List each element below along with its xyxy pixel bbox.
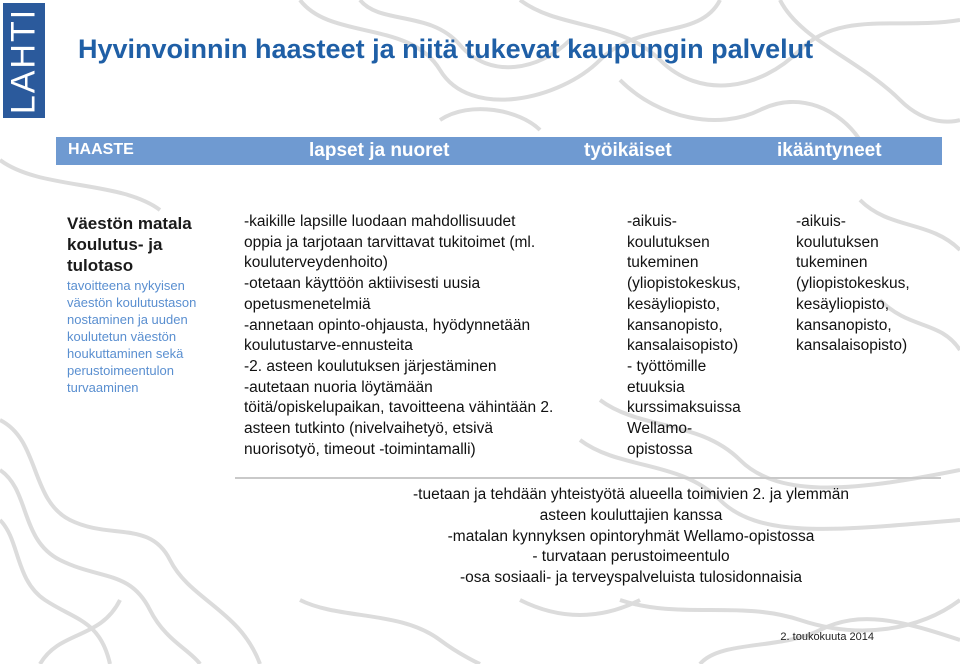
tyoikaiset-line: kurssimaksuissa xyxy=(627,399,741,417)
lapset-line: -annetaan opinto-ohjausta, hyödynnetään xyxy=(244,316,531,334)
challenge-title-line: Väestön matala xyxy=(67,214,192,233)
tyoikaiset-column xyxy=(627,212,741,460)
lapset-line: asteen tutkinto (nivelvaihetyö, etsivä xyxy=(244,420,493,438)
tyoikaiset-line: kesäyliopisto, xyxy=(627,295,721,313)
lapset-line: kouluterveydenhoito) xyxy=(244,254,388,272)
challenge-description xyxy=(67,277,227,396)
tyoikaiset-line: Wellamo- xyxy=(627,420,693,438)
challenge-desc-line: koulutetun väestön xyxy=(67,329,177,344)
lapset-line: töitä/opiskelupaikan, tavoitteena vähintään 2. xyxy=(244,399,554,417)
footer-date: 2. toukokuuta 2014 xyxy=(780,631,874,643)
ikaantyneet-line: kansalaisopisto) xyxy=(796,337,908,355)
ikaantyneet-column xyxy=(796,212,910,357)
tyoikaiset-line: -aikuis- xyxy=(627,213,677,230)
common-line: -matalan kynnyksen opintoryhmät Wellamo-opistossa xyxy=(447,527,815,545)
challenge-title-line: tulotaso xyxy=(67,256,134,275)
challenge-desc-line: turvaaminen xyxy=(67,380,139,395)
ikaantyneet-line: -aikuis- xyxy=(796,213,846,230)
lahti-logo xyxy=(3,3,45,118)
divider xyxy=(235,477,941,479)
header-haaste: HAASTE xyxy=(68,141,134,158)
challenge-title-line: koulutus- ja xyxy=(67,235,163,254)
ikaantyneet-line: tukeminen xyxy=(796,254,868,272)
tyoikaiset-line: tukeminen xyxy=(627,254,699,272)
header-lapset-ja-nuoret: lapset ja nuoret xyxy=(309,140,450,161)
ikaantyneet-line: koulutuksen xyxy=(796,233,879,251)
common-line: - turvataan perustoimeentulo xyxy=(532,548,730,566)
lapset-line: opetusmenetelmiä xyxy=(244,295,371,313)
challenge-desc-line: houkuttaminen sekä xyxy=(67,346,184,361)
challenge-desc-line: väestön koulutustason xyxy=(67,295,197,310)
lapset-line: -kaikille lapsille luodaan mahdollisuudet xyxy=(244,213,516,230)
lapset-line: oppia ja tarjotaan tarvittavat tukitoimet (ml. xyxy=(244,233,536,251)
tyoikaiset-line: etuuksia xyxy=(627,378,685,396)
common-line: asteen kouluttajien kanssa xyxy=(539,506,723,524)
tyoikaiset-line: kansanopisto, xyxy=(627,316,723,334)
lapset-line: -autetaan nuoria löytämään xyxy=(244,378,433,396)
tyoikaiset-line: kansalaisopisto) xyxy=(627,337,739,355)
lapset-line: nuorisotyö, timeout -toimintamalli) xyxy=(244,440,476,458)
challenge-desc-line: tavoitteena nykyisen xyxy=(67,278,185,293)
ikaantyneet-line: (yliopistokeskus, xyxy=(796,275,910,293)
tyoikaiset-line: koulutuksen xyxy=(627,233,710,251)
ikaantyneet-line: kansanopisto, xyxy=(796,316,892,334)
column-header-bar xyxy=(56,137,942,165)
common-line: -tuetaan ja tehdään yhteistyötä alueella toimivien 2. ja ylemmän xyxy=(413,486,849,503)
lapset-line: -otetaan käyttöön aktiivisesti uusia xyxy=(244,275,481,293)
tyoikaiset-line: opistossa xyxy=(627,440,693,458)
page-title: Hyvinvoinnin haasteet ja niitä tukevat kaupungin palvelut xyxy=(78,34,814,64)
lapset-line: koulutustarve-ennusteita xyxy=(244,337,413,355)
challenge-desc-line: nostaminen ja uuden xyxy=(67,312,188,327)
header-ikaantyneet: ikääntyneet xyxy=(777,140,882,161)
ikaantyneet-line: kesäyliopisto, xyxy=(796,295,890,313)
challenge-desc-line: perustoimeentulon xyxy=(67,363,174,378)
tyoikaiset-line: - työttömille xyxy=(627,357,707,375)
common-measures xyxy=(286,485,960,589)
tyoikaiset-line: (yliopistokeskus, xyxy=(627,275,741,293)
challenge-title xyxy=(67,213,227,276)
header-tyoikaiset: työikäiset xyxy=(584,140,672,161)
lapset-ja-nuoret-column xyxy=(244,212,553,460)
common-line: -osa sosiaali- ja terveyspalveluista tulosidonnaisia xyxy=(459,569,803,587)
logo-text: LAHTI xyxy=(4,7,43,114)
challenge-column xyxy=(67,213,227,396)
lapset-line: -2. asteen koulutuksen järjestäminen xyxy=(244,357,497,375)
